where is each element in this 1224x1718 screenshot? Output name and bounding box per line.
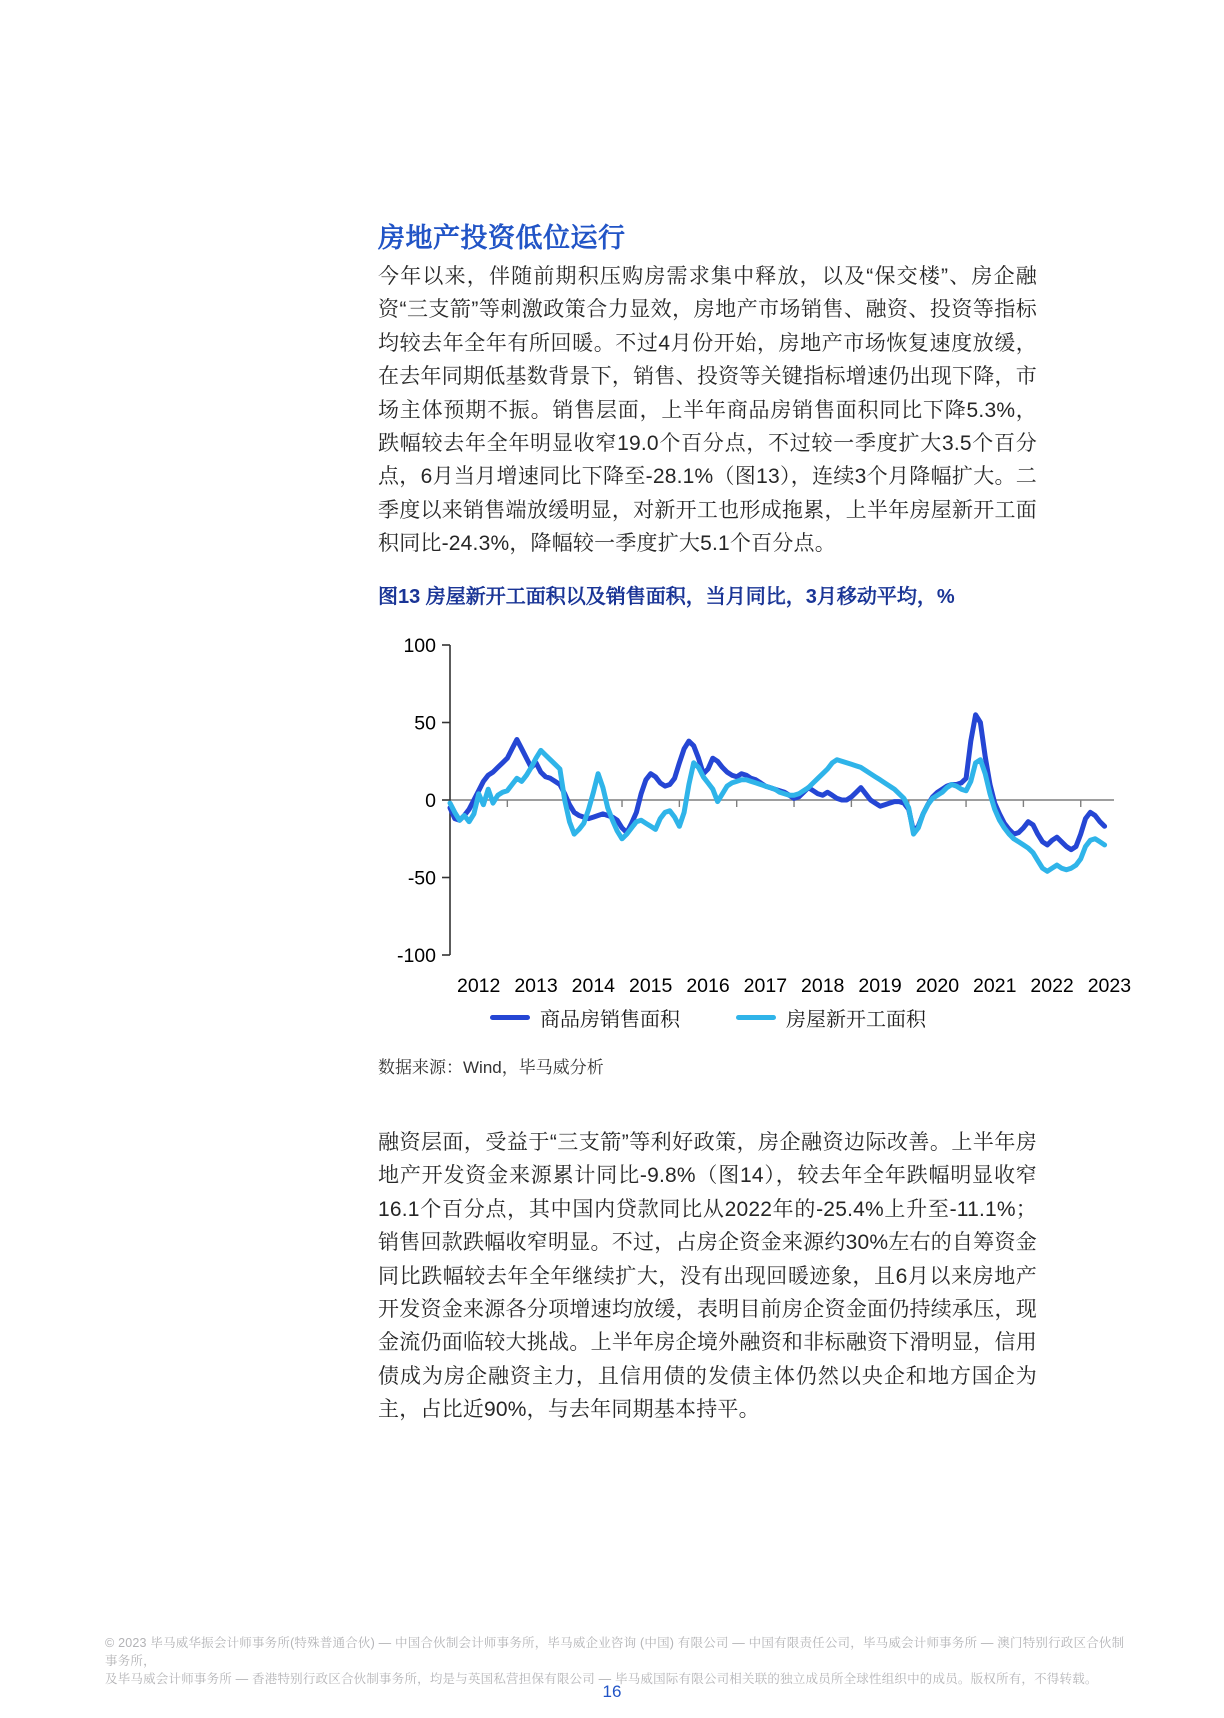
legend-item-sales: [490, 1003, 680, 1032]
legend-item-new-starts: [736, 1003, 926, 1032]
line-new-starts: [450, 750, 1105, 871]
x-tick-label: 2012: [456, 975, 501, 997]
x-tick-label: 2019: [858, 975, 902, 997]
legend-label-new-starts: 房屋新开工面积: [786, 1009, 926, 1031]
section-heading: 房地产投资低位运行: [378, 223, 626, 253]
paragraph-sales-analysis: 今年以来，伴随前期积压购房需求集中释放，以及“保交楼”、房企融资“三支箭”等刺激政策合力显效，房地产市场销售、融资、投资等指标均较去年全年有所回暖。不过4月份开始，房地产市场恢复速度放缓，在去年同期低基数背景下，销售、投资等关键指标增速仍出现下降，市场主体预期不振。销售层面，上半年商品房销售面积同比下降5.3%，跌幅较去年全年明显收窄19.0个百分点，不过较一季度扩大3.5个百分点，6月当月增速同比下降至-28.1%（图13），连续3个月降幅扩大。二季度以来销售端放缓明显，对新开工也形成拖累，上半年房屋新开工面积同比-24.3%，降幅较一季度扩大5.1个百分点。: [378, 265, 1037, 556]
figure13-title: 图13 房屋新开工面积以及销售面积，当月同比，3月移动平均，%: [378, 586, 955, 608]
x-tick-label: 2016: [686, 975, 730, 997]
page-number: 16: [602, 1682, 622, 1701]
new-starts-line-swatch: [736, 1015, 776, 1020]
x-tick-label: 2018: [801, 975, 845, 997]
sales-line-swatch: [490, 1015, 530, 1020]
y-tick-label: 100: [403, 635, 436, 657]
y-tick-label: -50: [407, 867, 436, 890]
x-tick-label: 2021: [973, 975, 1017, 997]
chart-canvas: [378, 620, 1138, 1005]
figure13-chart: [378, 620, 1138, 1005]
x-tick-label: 2013: [514, 975, 558, 997]
y-tick-label: 0: [425, 790, 436, 812]
footer-line-2: 及毕马威会计师事务所 — 香港特别行政区合伙制事务所，均是与英国私营担保有限公司 — 毕马威国际有限公司相关联的独立成员所全球性组织中的成员。版权所有，不得转载。: [105, 1672, 1098, 1686]
y-tick-label: 50: [414, 712, 436, 735]
footer-line-1: © 2023 毕马威华振会计师事务所(特殊普通合伙) — 中国合伙制会计师事务所，毕马威企业咨询 (中国) 有限公司 — 中国有限责任公司，毕马威会计师事务所 — 澳门特别行政区合伙制事务所，: [105, 1636, 1125, 1668]
y-tick-label: -100: [396, 945, 436, 967]
chart-legend: [378, 1003, 1038, 1032]
page-footer: [105, 1634, 1135, 1688]
x-tick-label: 2017: [743, 975, 788, 997]
paragraph-financing-analysis: 融资层面，受益于“三支箭”等利好政策，房企融资边际改善。上半年房地产开发资金来源累计同比-9.8%（图14），较去年全年跌幅明显收窄16.1个百分点，其中国内贷款同比从2022年的-25.4%上升至-11.1%；销售回款跌幅收窄明显。不过，占房企资金来源约30%左右的自筹资金同比跌幅较去年全年继续扩大，没有出现回暖迹象，且6月以来房地产开发资金来源各分项增速均放缓，表明目前房企资金面仍持续承压，现金流仍面临较大挑战。上半年房企境外融资和非标融资下滑明显，信用债成为房企融资主力，且信用债的发债主体仍然以央企和地方国企为主，占比近90%，与去年同期基本持平。: [378, 1131, 1037, 1422]
x-tick-label: 2014: [571, 975, 616, 997]
data-source-note: 数据来源：Wind，毕马威分析: [378, 1058, 604, 1077]
x-tick-label: 2022: [1030, 975, 1074, 997]
x-tick-label: 2023: [1087, 975, 1132, 997]
x-tick-label: 2015: [628, 975, 673, 997]
x-tick-label: 2020: [915, 975, 960, 997]
legend-label-sales: 商品房销售面积: [540, 1009, 680, 1031]
